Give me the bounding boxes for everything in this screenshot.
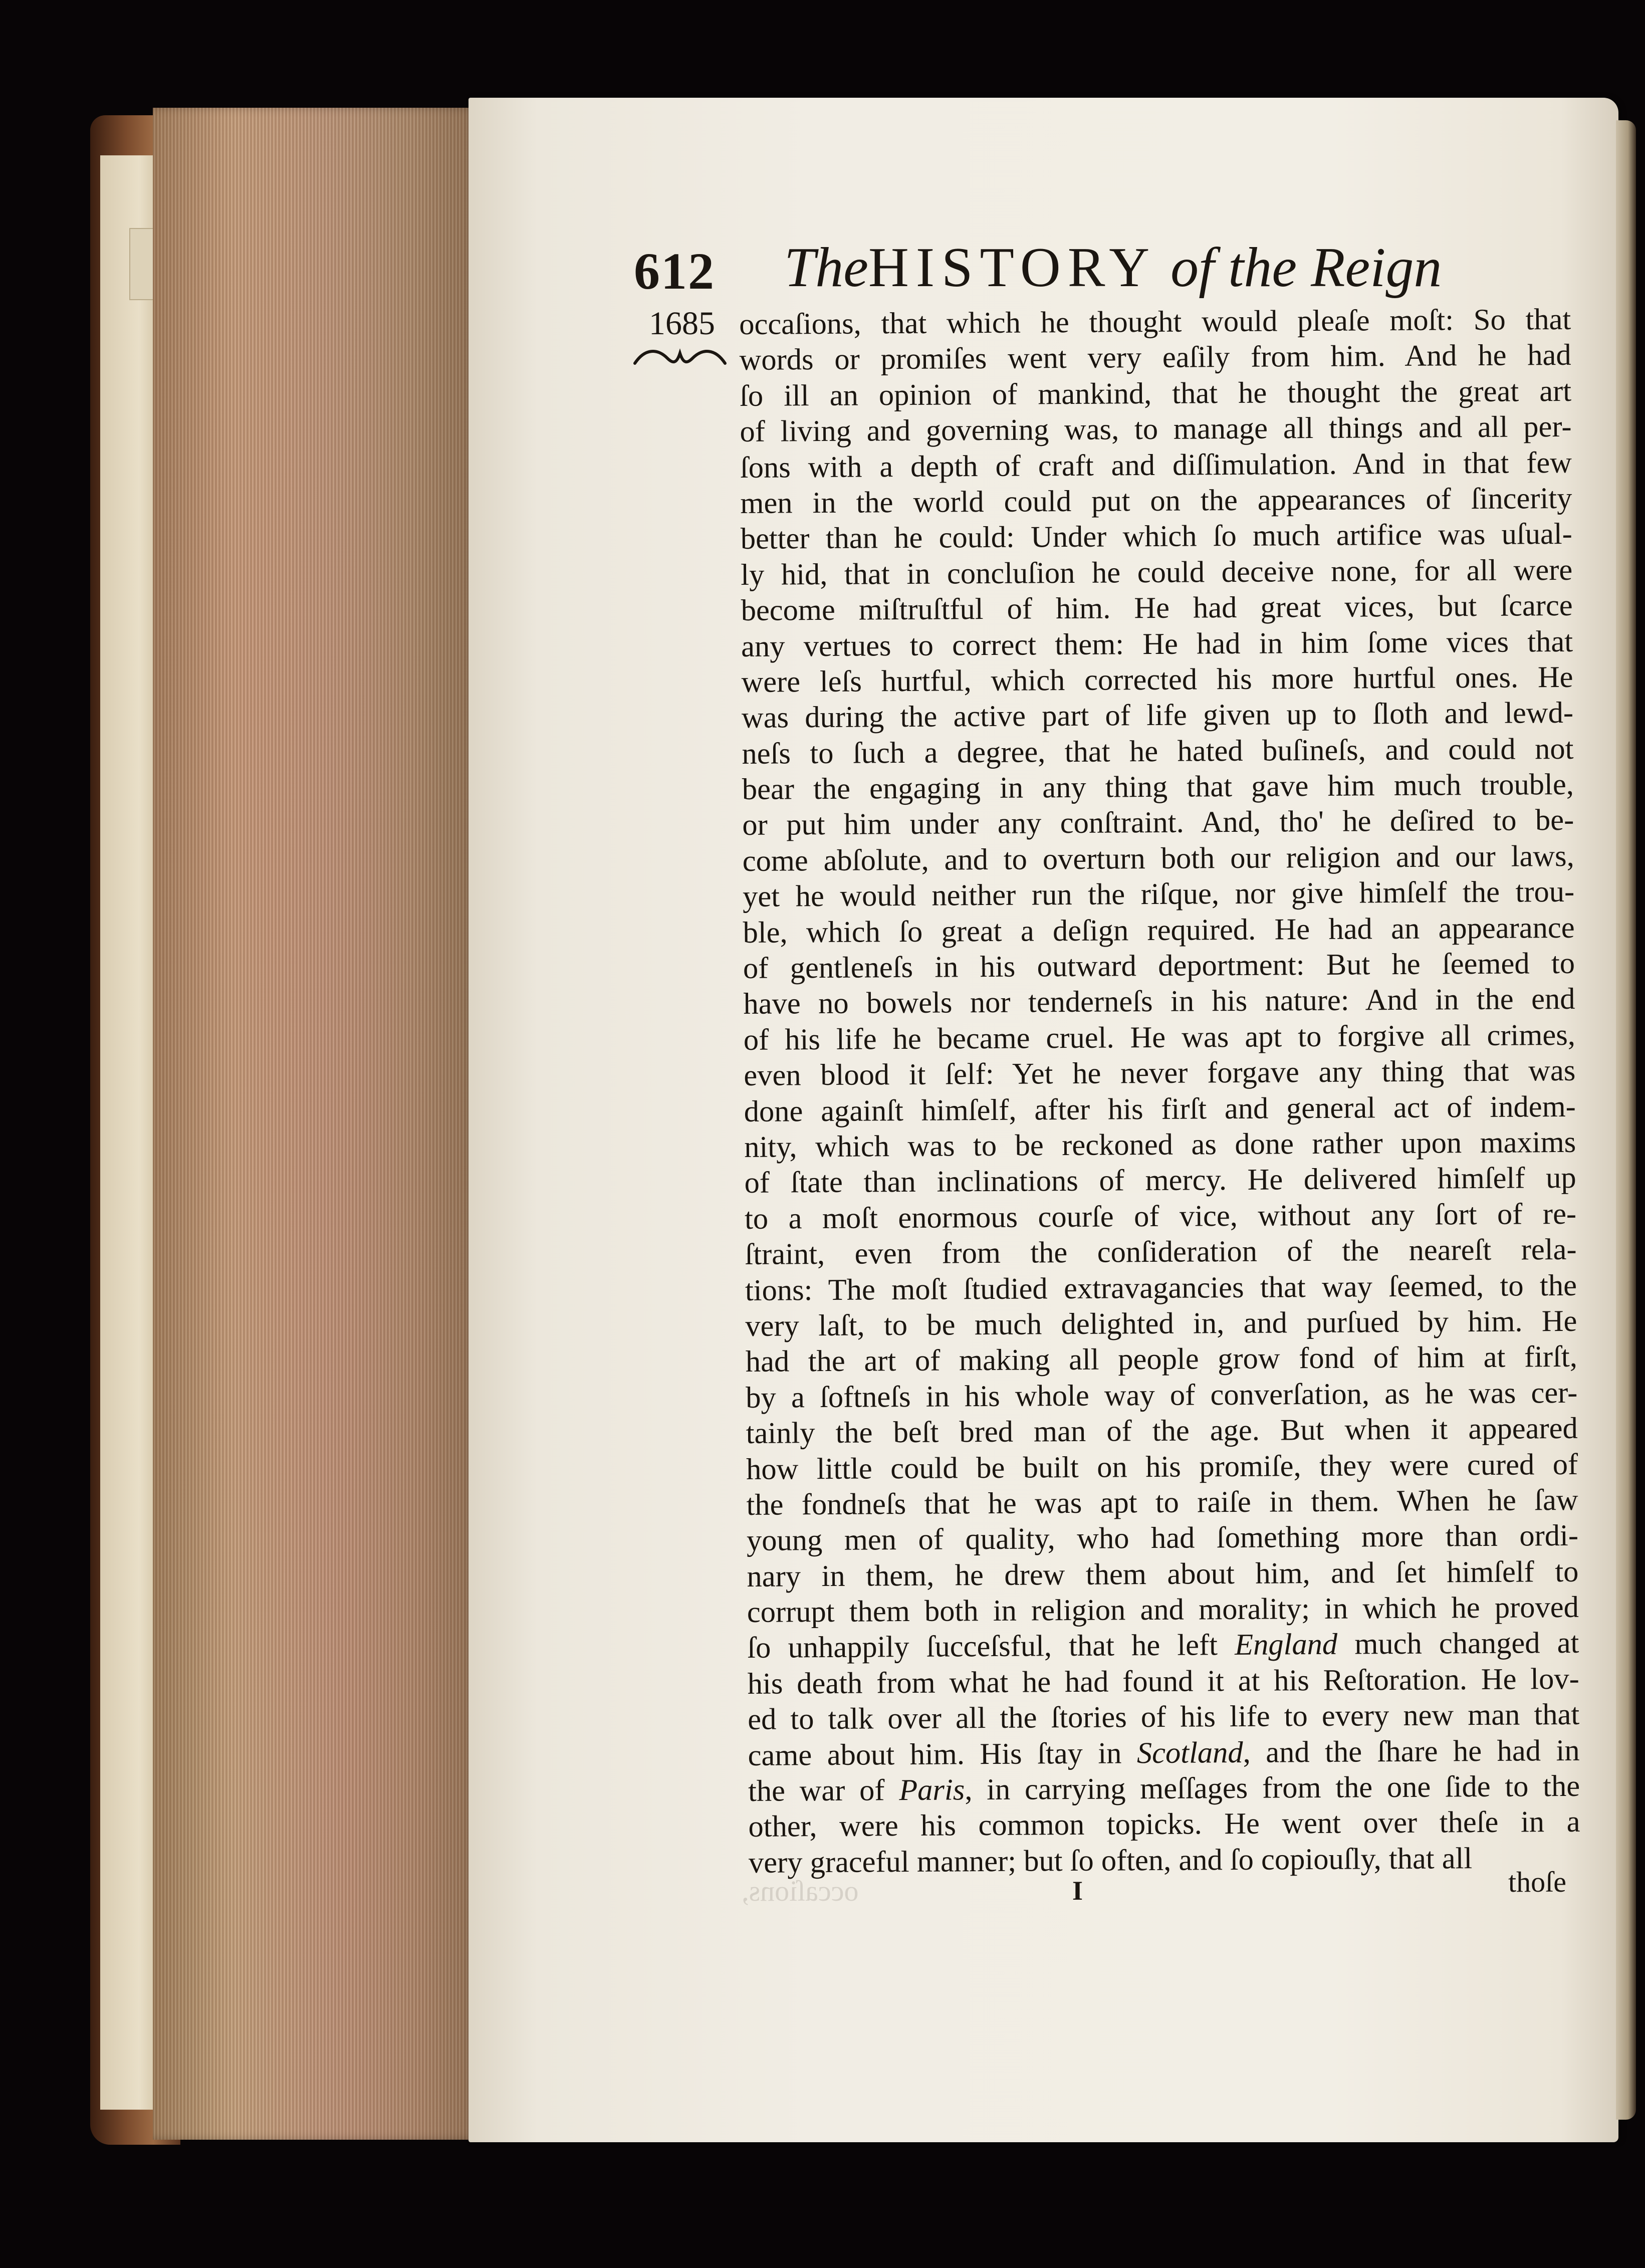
margin-brace-ornament	[632, 343, 728, 373]
text-line: ſo ill an opinion of mankind, that he thought the great art	[739, 374, 1572, 413]
text-line: done againſt himſelf, after his firſt and general act of indem-	[744, 1089, 1576, 1128]
text-line: the fondneſs that he was apt to raiſe in them. When he ſaw	[746, 1483, 1578, 1522]
text-line: ſo unhappily ſucceſsful, that he left England much changed at	[747, 1626, 1579, 1665]
body-text	[739, 302, 1580, 1881]
text-line: young men of quality, who had ſomething more than ordi-	[746, 1519, 1579, 1558]
text-line: very laſt, to be much delighted in, and purſued by him. He	[745, 1304, 1577, 1343]
text-line: occaſions, that which he thought would pleaſe moſt: So that	[739, 302, 1571, 341]
text-line: neſs to ſuch a degree, that he hated buſineſs, and could not	[742, 732, 1574, 771]
text-line: ed to talk over all the ſtories of his life to every new man that	[748, 1698, 1580, 1737]
running-head-history: HISTORY	[868, 237, 1157, 299]
text-line: words or promiſes went very eaſily from him. And he had	[739, 338, 1571, 377]
text-line: of living and governing was, to manage all things and all per-	[740, 410, 1572, 449]
text-line: any vertues to correct them: He had in him ſome vices that	[741, 624, 1573, 663]
text-line: bear the engaging in any thing that gave him much trouble,	[742, 767, 1574, 807]
text-line: better than he could: Under which ſo much artifice was uſual-	[740, 517, 1573, 556]
text-line: tions: The moſt ſtudied extravagancies that way ſeemed, to the	[745, 1268, 1577, 1307]
text-line: had the art of making all people grow fond of him at firſt,	[745, 1340, 1578, 1379]
text-line: have no bowels nor tenderneſs in his nature: And in the end	[743, 982, 1575, 1021]
catchword: thoſe	[1508, 1866, 1566, 1898]
text-line: by a ſoftneſs in his whole way of converſation, as he was cer-	[746, 1376, 1578, 1415]
text-line: ble, which ſo great a deſign required. He had an appearance	[743, 911, 1575, 950]
text-line: tainly the beſt bred man of the age. But when it appeared	[746, 1411, 1578, 1451]
text-line: very graceful manner; but ſo often, and ſo copiouſly, that all	[748, 1841, 1473, 1880]
page-header	[634, 236, 1586, 306]
text-line: come abſolute, and to overturn both our religion and our laws,	[742, 839, 1574, 878]
text-line: were leſs hurtful, which corrected his more hurtful ones. He	[741, 660, 1573, 699]
page-right-edge	[1616, 120, 1636, 2120]
text-line: corrupt them both in religion and morality; in which he proved	[747, 1590, 1579, 1630]
text-line: his death from what he had found it at his Reſtoration. He lov-	[747, 1662, 1579, 1701]
text-line: was during the active part of life given up to ſloth and lewd-	[741, 696, 1574, 735]
running-head-rest: of the Reign	[1170, 237, 1442, 299]
running-head	[784, 236, 1442, 300]
text-line: of his life he became cruel. He was apt to forgive all crimes,	[743, 1018, 1576, 1057]
text-line: or put him under any conſtraint. And, tho' he deſired to be-	[742, 803, 1574, 842]
text-line: of ſtate than inclinations of mercy. He delivered himſelf up	[744, 1161, 1576, 1200]
text-line: came about him. His ſtay in Scotland, and the ſhare he had in	[748, 1733, 1580, 1772]
text-line: even blood it ſelf: Yet he never forgave any thing that was	[744, 1054, 1576, 1093]
text-line: to a moſt enormous courſe of vice, without any ſort of re-	[744, 1197, 1577, 1236]
text-line: ſons with a depth of craft and diſſimulation. And in that few	[740, 445, 1572, 485]
text-line: other, were his common topicks. He went over theſe in a	[748, 1805, 1580, 1844]
text-line: yet he would neither run the riſque, nor give himſelf the trou-	[742, 875, 1575, 914]
text-line: how little could be built on his promiſe, they were cured of	[746, 1447, 1578, 1486]
text-line: men in the world could put on the appearances of ſincerity	[740, 481, 1572, 520]
text-line: ly hid, that in concluſion he could deceive none, for all were	[741, 553, 1573, 592]
signature-mark: I	[1072, 1876, 1083, 1906]
running-head-the: The	[784, 237, 868, 299]
margin-year: 1685	[649, 305, 715, 342]
text-line: the war of Paris, in carrying meſſages from the one ſide to the	[748, 1769, 1580, 1808]
bleed-through-text: occaſions,	[742, 1875, 859, 1907]
text-line: become miſtruſtful of him. He had great vices, but ſcarce	[741, 588, 1573, 628]
text-line: nity, which was to be reckoned as done rather upon maxims	[744, 1125, 1576, 1164]
text-line: ſtraint, even from the conſideration of the neareſt rela-	[745, 1232, 1577, 1272]
text-line: nary in them, he drew them about him, and ſet himſelf to	[747, 1554, 1579, 1594]
text-line: of gentleneſs in his outward deportment: But he ſeemed to	[743, 946, 1575, 986]
page-number: 612	[634, 243, 715, 300]
page-block-edges	[153, 108, 476, 2140]
